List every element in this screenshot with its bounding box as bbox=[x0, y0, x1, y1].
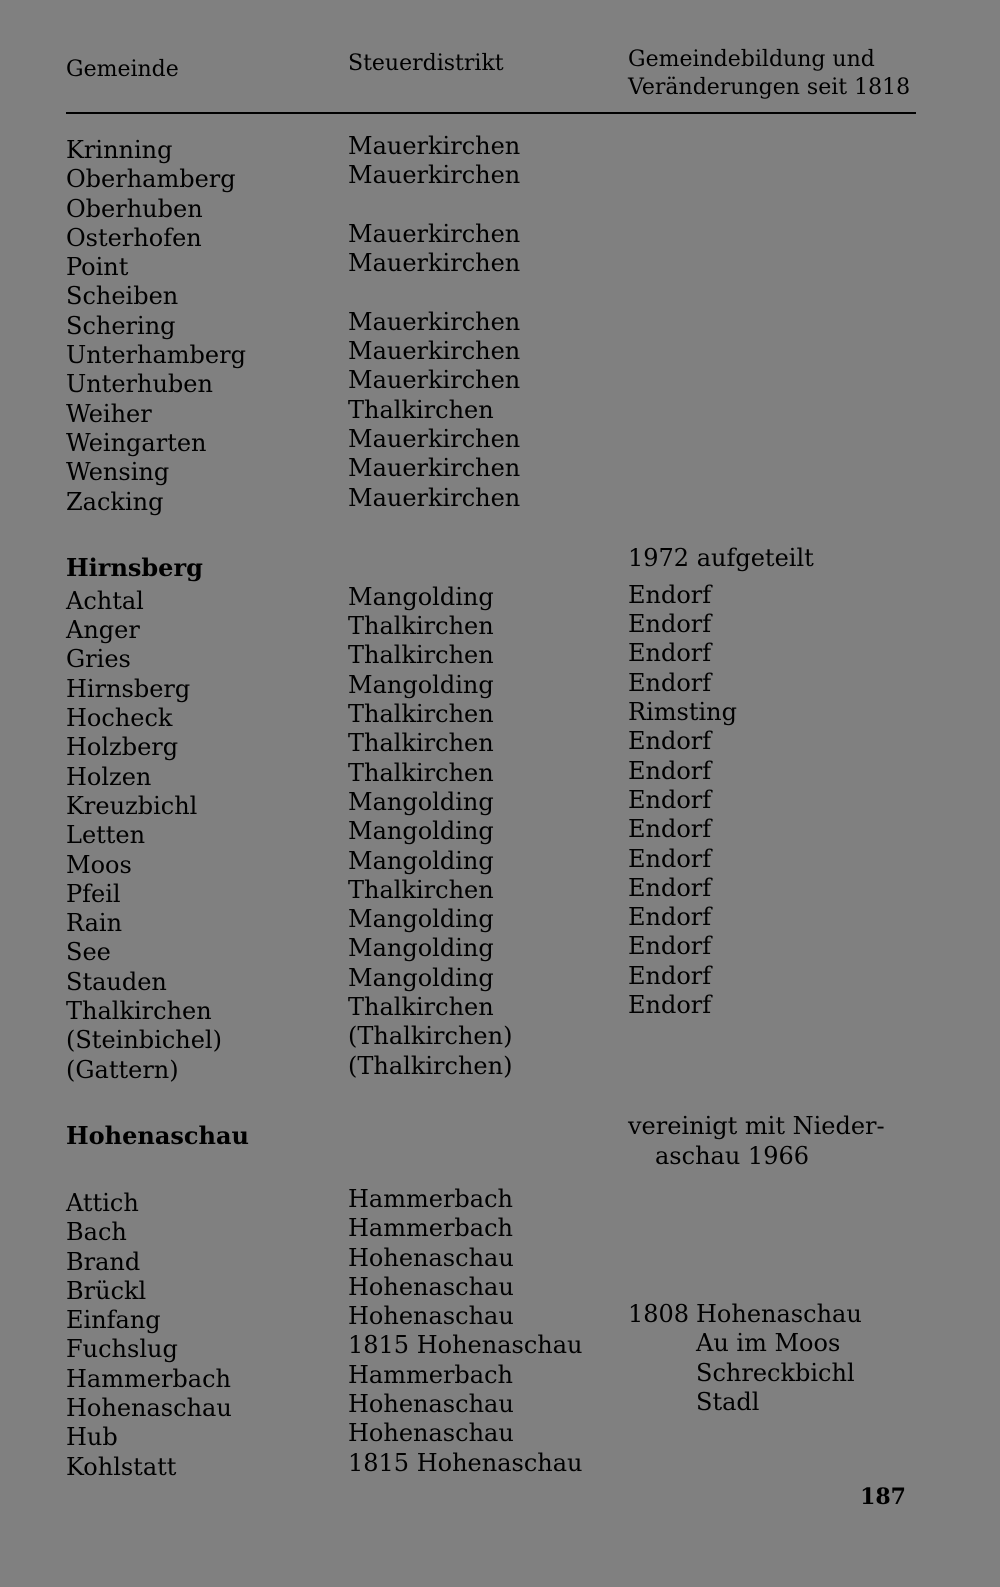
distrikt-cell: Mauerkirchen bbox=[348, 249, 521, 278]
change-place-cell: Stadl bbox=[696, 1387, 760, 1416]
distrikt-cell: Thalkirchen bbox=[348, 395, 494, 424]
gemeinde-cell: Rain bbox=[66, 909, 123, 938]
distrikt-cell: Thalkirchen bbox=[348, 700, 494, 729]
table-row bbox=[66, 1051, 916, 1085]
distrikt-cell: Mangolding bbox=[348, 787, 494, 816]
distrikt-cell: Mangolding bbox=[348, 934, 494, 963]
distrikt-cell: 1815 Hohenaschau bbox=[348, 1331, 583, 1360]
gemeinde-cell: (Gattern) bbox=[66, 1055, 179, 1084]
distrikt-cell: Mangolding bbox=[348, 846, 494, 875]
table-body bbox=[66, 132, 916, 1482]
change-cell: Endorf bbox=[628, 961, 712, 990]
gemeinde-cell: Unterhamberg bbox=[66, 341, 246, 370]
group-hohenaschau bbox=[66, 1111, 916, 1482]
gemeinde-cell: Thalkirchen bbox=[66, 997, 212, 1026]
distrikt-cell: Mangolding bbox=[348, 905, 494, 934]
distrikt-cell: (Thalkirchen) bbox=[348, 1051, 513, 1080]
gemeinde-cell: Attich bbox=[66, 1188, 139, 1217]
gemeinde-cell: Stauden bbox=[66, 967, 167, 996]
gemeinde-cell: Fuchslug bbox=[66, 1335, 178, 1364]
gemeinde-cell: Holzberg bbox=[66, 733, 179, 762]
distrikt-cell: (Thalkirchen) bbox=[348, 1022, 513, 1051]
table-row bbox=[66, 1448, 916, 1482]
distrikt-cell: Mauerkirchen bbox=[348, 307, 521, 336]
gemeinde-cell: Achtal bbox=[66, 586, 144, 615]
group-heading bbox=[66, 543, 916, 587]
distrikt-cell: Hohenaschau bbox=[348, 1243, 514, 1272]
gemeinde-cell: Oberhuben bbox=[66, 194, 203, 223]
gemeinde-cell: Anger bbox=[66, 616, 140, 645]
change-cell: Endorf bbox=[628, 756, 712, 785]
header-steuerdistrikt: Steuerdistrikt bbox=[348, 51, 504, 76]
group-title: Hirnsberg bbox=[66, 552, 203, 582]
gemeinde-cell: Oberhamberg bbox=[66, 165, 236, 194]
gemeinde-cell: Hub bbox=[66, 1423, 118, 1452]
gemeinde-cell: Wensing bbox=[66, 458, 170, 487]
distrikt-cell: Hammerbach bbox=[348, 1360, 513, 1389]
table-row bbox=[66, 249, 916, 282]
change-cell: Endorf bbox=[628, 873, 712, 902]
distrikt-cell: Mauerkirchen bbox=[348, 161, 521, 190]
distrikt-cell: Hammerbach bbox=[348, 1184, 513, 1213]
gemeinde-cell: Holzen bbox=[66, 762, 152, 791]
gemeinde-cell: Letten bbox=[66, 821, 146, 850]
distrikt-cell: Hohenaschau bbox=[348, 1389, 514, 1418]
change-cell: Endorf bbox=[628, 903, 712, 932]
document-page bbox=[66, 46, 916, 1482]
distrikt-cell: Mauerkirchen bbox=[348, 366, 521, 395]
gemeinde-cell: (Steinbichel) bbox=[66, 1026, 222, 1055]
header-veraenderungen-line2: Veränderungen seit 1818 bbox=[628, 75, 911, 100]
change-cell: Endorf bbox=[628, 668, 712, 697]
distrikt-cell: Mauerkirchen bbox=[348, 132, 521, 160]
change-place-cell: Schreckbichl bbox=[696, 1358, 855, 1387]
distrikt-cell: Mangolding bbox=[348, 670, 494, 699]
distrikt-cell: Mauerkirchen bbox=[348, 219, 521, 248]
change-cell: Rimsting bbox=[628, 698, 737, 727]
distrikt-cell: Thalkirchen bbox=[348, 641, 494, 670]
change-year-cell: 1808 bbox=[628, 1300, 690, 1329]
gemeinde-cell: See bbox=[66, 938, 111, 967]
gemeinde-cell: Hohenaschau bbox=[66, 1393, 232, 1422]
distrikt-cell: Thalkirchen bbox=[348, 993, 494, 1022]
change-place-cell: Au im Moos bbox=[696, 1329, 841, 1358]
gemeinde-cell: Moos bbox=[66, 850, 132, 879]
gemeinde-cell: Hirnsberg bbox=[66, 674, 191, 703]
gemeinde-cell: Gries bbox=[66, 645, 131, 674]
group-note bbox=[628, 1111, 885, 1171]
gemeinde-cell: Bach bbox=[66, 1218, 127, 1247]
gemeinde-cell: Kreuzbichl bbox=[66, 791, 198, 820]
distrikt-cell: Mangolding bbox=[348, 817, 494, 846]
gemeinde-cell: Schering bbox=[66, 311, 176, 340]
group-note: 1972 aufgeteilt bbox=[628, 543, 814, 572]
distrikt-cell: 1815 Hohenaschau bbox=[348, 1448, 583, 1477]
distrikt-cell: Hammerbach bbox=[348, 1214, 513, 1243]
table-row bbox=[66, 161, 916, 194]
change-cell: Endorf bbox=[628, 844, 712, 873]
group-note-line1: vereinigt mit Nieder- bbox=[628, 1111, 885, 1140]
gemeinde-cell: Zacking bbox=[66, 487, 164, 516]
change-cell: Endorf bbox=[628, 815, 712, 844]
distrikt-cell: Thalkirchen bbox=[348, 729, 494, 758]
distrikt-cell: Hohenaschau bbox=[348, 1272, 514, 1301]
gemeinde-cell: Hocheck bbox=[66, 704, 173, 733]
gemeinde-cell: Weiher bbox=[66, 399, 152, 428]
distrikt-cell: Mauerkirchen bbox=[348, 454, 521, 483]
group-hirnsberg bbox=[66, 543, 916, 1085]
change-cell: Endorf bbox=[628, 785, 712, 814]
change-cell: Endorf bbox=[628, 580, 712, 609]
gemeinde-cell: Osterhofen bbox=[66, 223, 202, 252]
header-gemeinde: Gemeinde bbox=[66, 57, 179, 82]
gemeinde-cell: Kohlstatt bbox=[66, 1452, 177, 1481]
change-cell: Endorf bbox=[628, 991, 712, 1020]
change-cell: Endorf bbox=[628, 727, 712, 756]
gemeinde-cell: Unterhuben bbox=[66, 370, 213, 399]
distrikt-cell: Mauerkirchen bbox=[348, 424, 521, 453]
distrikt-cell: Thalkirchen bbox=[348, 875, 494, 904]
group-note-line2: aschau 1966 bbox=[655, 1141, 809, 1170]
distrikt-cell: Mauerkirchen bbox=[348, 483, 521, 512]
distrikt-cell: Thalkirchen bbox=[348, 612, 494, 641]
gemeinde-cell: Pfeil bbox=[66, 879, 121, 908]
gemeinde-cell: Einfang bbox=[66, 1306, 161, 1335]
gemeinde-cell: Brand bbox=[66, 1247, 141, 1276]
distrikt-cell: Mangolding bbox=[348, 582, 494, 611]
group-heading bbox=[66, 1111, 916, 1170]
gemeinde-cell: Scheiben bbox=[66, 282, 179, 311]
change-cell: Endorf bbox=[628, 639, 712, 668]
table-header bbox=[66, 46, 916, 114]
change-cell: Endorf bbox=[628, 610, 712, 639]
gemeinde-cell: Krinning bbox=[66, 136, 173, 164]
gemeinde-cell: Point bbox=[66, 253, 129, 282]
distrikt-cell: Mauerkirchen bbox=[348, 337, 521, 366]
change-cell: Endorf bbox=[628, 932, 712, 961]
header-veraenderungen bbox=[628, 46, 910, 102]
gemeinde-cell: Weingarten bbox=[66, 428, 207, 457]
group-1 bbox=[66, 132, 916, 517]
group-title: Hohenaschau bbox=[66, 1120, 249, 1150]
gemeinde-cell: Brückl bbox=[66, 1276, 147, 1305]
table-row bbox=[66, 483, 916, 517]
distrikt-cell: Thalkirchen bbox=[348, 758, 494, 787]
header-veraenderungen-line1: Gemeindebildung und bbox=[628, 47, 875, 72]
change-place-cell: Hohenaschau bbox=[696, 1300, 862, 1329]
gemeinde-cell: Hammerbach bbox=[66, 1364, 231, 1393]
distrikt-cell: Hohenaschau bbox=[348, 1302, 514, 1331]
distrikt-cell: Hohenaschau bbox=[348, 1419, 514, 1448]
page-number: 187 bbox=[860, 1484, 906, 1510]
distrikt-cell: Mangolding bbox=[348, 963, 494, 992]
